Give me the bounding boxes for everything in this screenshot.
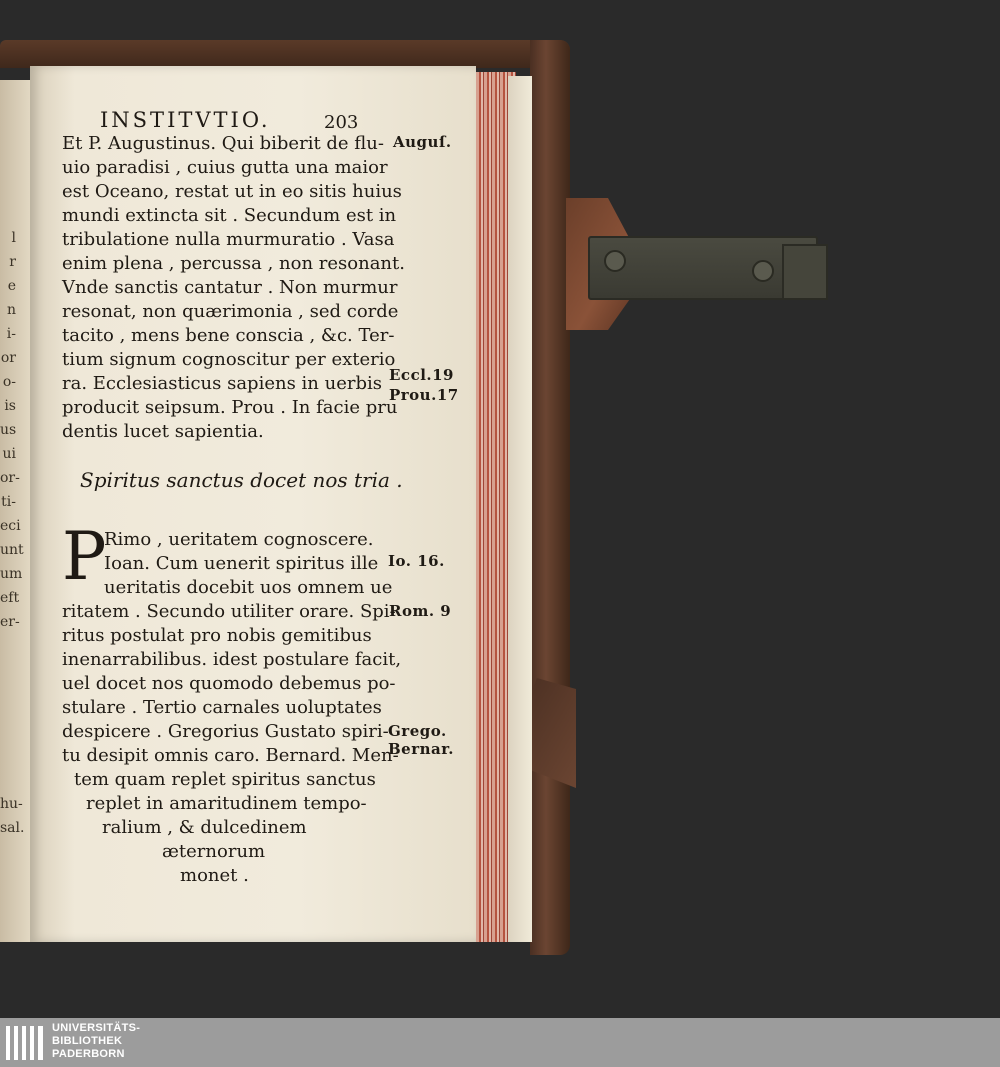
book-cover-top xyxy=(0,40,570,68)
text-line: tium signum cognoscitur per exterio xyxy=(62,349,396,370)
library-footer xyxy=(0,1018,1000,1067)
text-line: Et P. Augustinus. Qui biberit de flu- xyxy=(62,133,384,154)
left-page-fragment: o- xyxy=(2,374,16,390)
text-line: resonat, non quærimonia , sed corde xyxy=(62,301,399,322)
text-line: inenarrabilibus. idest postulare facit, xyxy=(62,649,402,670)
left-page-fragment: sal. xyxy=(0,820,25,836)
left-page-fragment: um xyxy=(0,566,23,582)
text-line: uel docet nos quomodo debemus po- xyxy=(62,673,396,694)
text-line: stulare . Tertio carnales uoluptates xyxy=(62,697,382,718)
left-page-fragment: er- xyxy=(0,614,20,630)
text-line: tacito , mens bene conscia , &c. Ter- xyxy=(62,325,395,346)
clasp-rivet xyxy=(752,260,774,282)
book-cover-edge xyxy=(530,40,570,955)
left-page-fragment: hu- xyxy=(0,796,23,812)
text-line: dentis lucet sapientia. xyxy=(62,421,264,442)
left-page-fragment: eft xyxy=(0,590,20,606)
text-line: Vnde sanctis cantatur . Non murmur xyxy=(62,277,398,298)
text-line: tem quam replet spiritus sanctus xyxy=(74,769,376,790)
library-name-line: PADERBORN xyxy=(52,1048,125,1060)
text-line: despicere . Gregorius Gustato spiri- xyxy=(62,721,389,742)
marginal-note: Grego. xyxy=(388,722,447,740)
left-page-fragment: or- xyxy=(0,470,20,486)
text-line: replet in amaritudinem tempo- xyxy=(86,793,367,814)
left-page-fragment: l xyxy=(11,230,16,246)
left-page-fragment: eci xyxy=(0,518,21,534)
text-line: producit seipsum. Prou . In facie pru xyxy=(62,397,398,418)
left-page-fragment: or xyxy=(0,350,16,366)
text-line: ra. Ecclesiasticus sapiens in uerbis xyxy=(62,373,382,394)
text-line: Rimo , ueritatem cognoscere. xyxy=(104,529,374,550)
text-line: monet . xyxy=(180,865,249,886)
left-page-fragment: ti- xyxy=(1,494,16,510)
running-header: INSTITVTIO. xyxy=(100,108,271,132)
text-line: uio paradisi , cuius gutta una maior xyxy=(62,157,388,178)
library-name xyxy=(52,1022,140,1061)
text-line: ritus postulat pro nobis gemitibus xyxy=(62,625,372,646)
text-line: Ioan. Cum uenerit spiritus ille xyxy=(104,553,379,574)
marginal-note: Eccl.19 xyxy=(389,366,454,384)
text-line: tu desipit omnis caro. Bernard. Men- xyxy=(62,745,399,766)
left-page-fragment: n xyxy=(6,302,16,318)
left-page-fragment: ui xyxy=(2,446,16,462)
text-line: ralium , & dulcedinem xyxy=(102,817,307,838)
library-name-line: UNIVERSITÄTS- xyxy=(52,1022,141,1034)
page-edges xyxy=(508,76,532,942)
marginal-note: Auguſ. xyxy=(393,133,452,151)
marginal-note: Io. 16. xyxy=(388,552,445,570)
left-page xyxy=(0,80,30,942)
text-line: tribulatione nulla murmuratio . Vasa xyxy=(62,229,395,250)
marginal-note: Prou.17 xyxy=(389,386,459,404)
left-page-fragment: unt xyxy=(0,542,24,558)
marginal-note: Rom. 9 xyxy=(389,602,452,620)
left-page-fragment: e xyxy=(7,278,16,294)
left-page-fragment: r xyxy=(9,254,16,270)
section-heading: Spiritus sanctus docet nos tria . xyxy=(80,468,403,492)
left-page-fragment: is xyxy=(4,398,16,414)
marginal-note: Bernar. xyxy=(388,740,454,758)
left-page-fragment: i- xyxy=(6,326,16,342)
text-line: enim plena , percussa , non resonant. xyxy=(62,253,405,274)
library-logo-icon xyxy=(6,1026,44,1060)
drop-cap: P xyxy=(62,518,107,595)
text-line: ueritatis docebit uos omnem ue xyxy=(104,577,393,598)
text-line: æternorum xyxy=(162,841,266,862)
library-name-line: BIBLIOTHEK xyxy=(52,1035,123,1047)
page-number: 203 xyxy=(324,112,359,133)
text-line: ritatem . Secundo utiliter orare. Spi- xyxy=(62,601,396,622)
left-page-fragment: us xyxy=(0,422,17,438)
text-line: mundi extincta sit . Secundum est in xyxy=(62,205,397,226)
clasp-hook xyxy=(782,244,828,300)
clasp-rivet xyxy=(604,250,626,272)
text-line: est Oceano, restat ut in eo sitis huius xyxy=(62,181,402,202)
